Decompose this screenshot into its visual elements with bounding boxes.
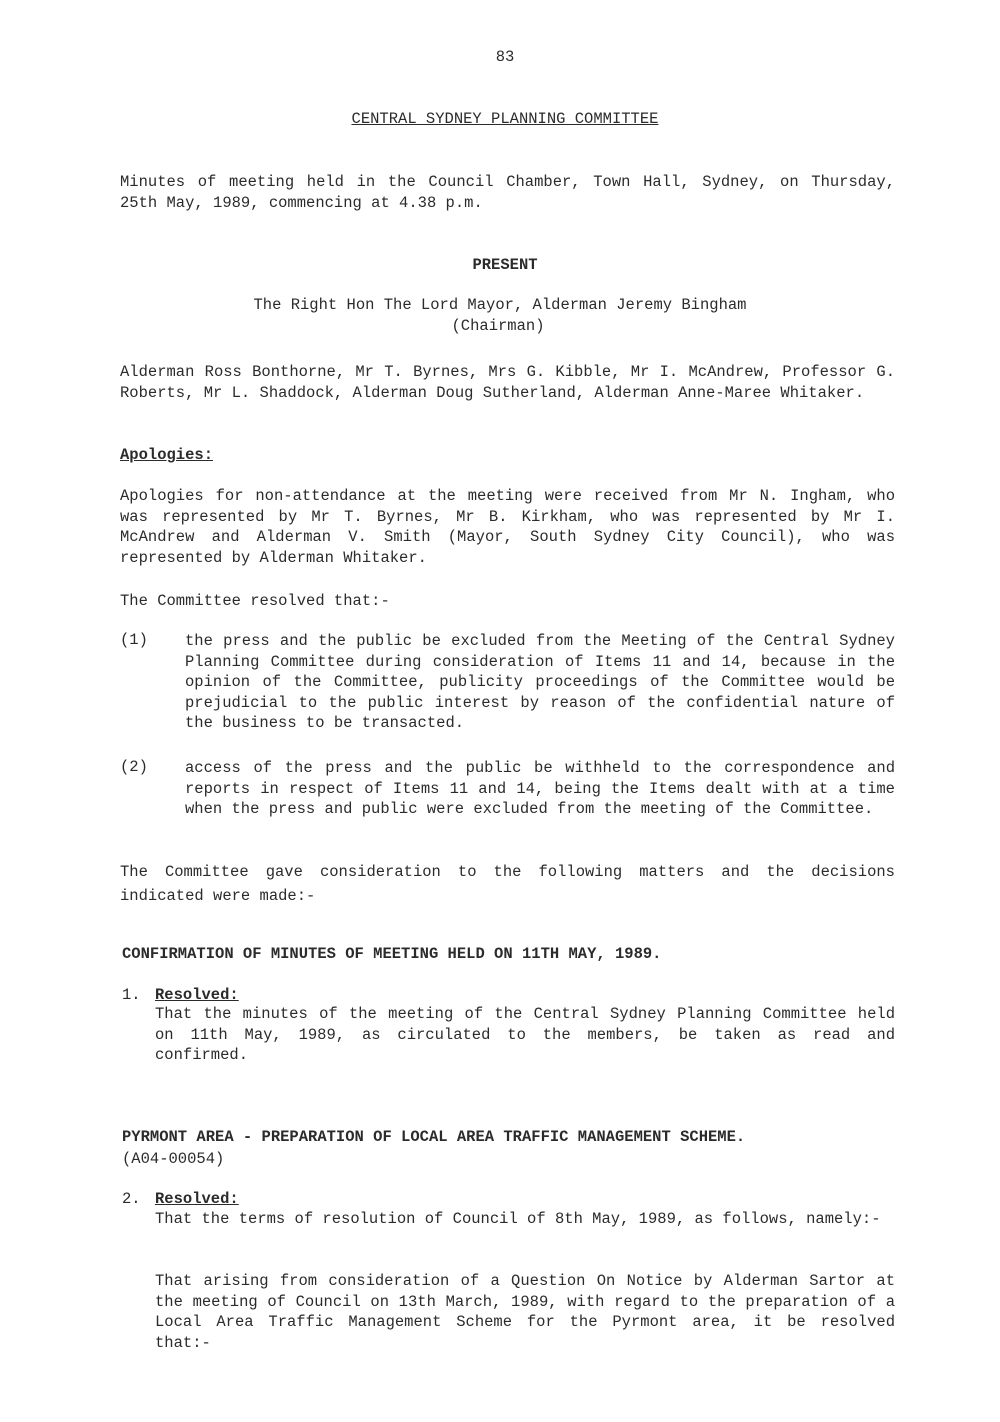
resolution-text-1: the press and the public be excluded from the Meeting of the Central Sydney Planning Committee during consideration of Items 11 and 14, because in the opinion of the Committee, publicity proceedings of the Committee would be prejudicial to the public interest by reason of the confidential nature of the business to be transacted. [185,632,895,732]
section-1-text: That the minutes of the meeting of the Central Sydney Planning Committee held on 11th May, 1989, as circulated to the members, be taken as read and confirmed. [155,1005,895,1064]
page-number: 83 [495,48,515,66]
apologies-text: Apologies for non-attendance at the meeting were received from Mr N. Ingham, who was represented by Mr T. Byrnes, Mr B. Kirkham, who was represented by Mr I. McAndrew and Alderman V. Smith (Mayor, South Sydney City Council), who was represented by Alderman Whitaker. [120,487,895,567]
section-1-resolved: Resolved: [155,986,239,1004]
section-1-number: 1. [122,986,141,1004]
meeting-intro: Minutes of meeting held in the Council Chamber, Town Hall, Sydney, on Thursday, 25th May, 1989, commencing at 4.38 p.m. [120,173,895,212]
apologies-heading: Apologies: [120,446,214,464]
resolution-text-2: access of the press and the public be withheld to the correspondence and reports in respect of Items 11 and 14, being the Items dealt with at a time when the press and public were excluded from the meeting of the Committee. [185,759,895,818]
present-heading: PRESENT [472,256,538,274]
resolution-number-1: (1) [120,631,148,649]
section-2-resolved: Resolved: [155,1190,239,1208]
resolution-number-2: (2) [120,758,148,776]
resolved-intro: The Committee resolved that:- [120,592,390,610]
chairman-role: (Chairman) [451,317,545,335]
section-2-text-2: That arising from consideration of a Question On Notice by Alderman Sartor at the meeting of Council on 13th March, 1989, with regard to the preparation of a Local Area Traffic Management Scheme for the Pyrmont area, it be resolved that:- [155,1272,895,1352]
section-1-heading: CONFIRMATION OF MINUTES OF MEETING HELD ON 11TH MAY, 1989. [122,945,662,963]
members-present: Alderman Ross Bonthorne, Mr T. Byrnes, Mrs G. Kibble, Mr I. McAndrew, Professor G. Roberts, Mr L. Shaddock, Alderman Doug Sutherland, Alderman Anne-Maree Whitaker. [120,363,895,402]
section-2-text-1: That the terms of resolution of Council of 8th May, 1989, as follows, namely:- [155,1210,881,1228]
consideration-text: The Committee gave consideration to the following matters and the decisions indicated were made:- [120,863,895,905]
page-title: CENTRAL SYDNEY PLANNING COMMITTEE [351,110,659,128]
section-2-reference: (A04-00054) [122,1150,225,1168]
section-2-heading: PYRMONT AREA - PREPARATION OF LOCAL AREA TRAFFIC MANAGEMENT SCHEME. [122,1128,746,1146]
chairman-line: The Right Hon The Lord Mayor, Alderman Jeremy Bingham [253,296,747,314]
section-2-number: 2. [122,1190,141,1208]
